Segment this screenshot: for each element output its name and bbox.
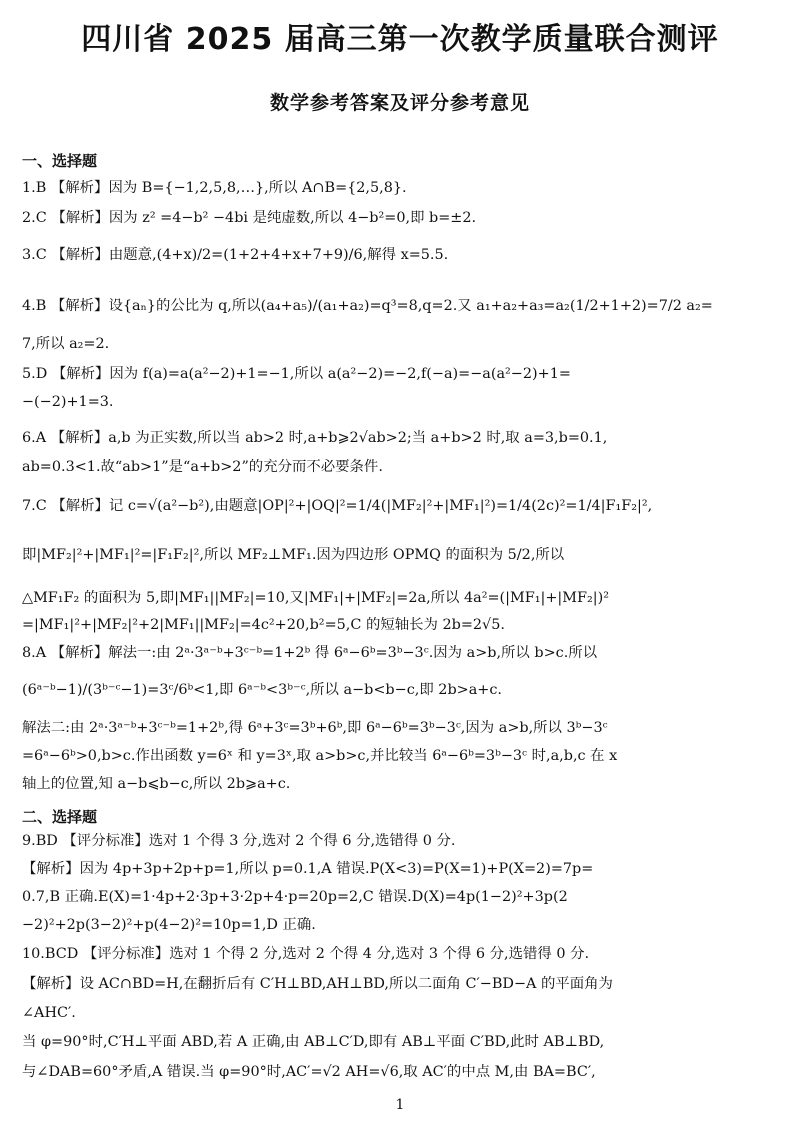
- answer-line: 与∠DAB=60°矛盾,A 错误.当 φ=90°时,AC′=√2 AH=√6,取 AC′的中点 M,由 BA=BC′,: [22, 1064, 596, 1080]
- answer-line: △MF₁F₂ 的面积为 5,即|MF₁||MF₂|=10,又|MF₁|+|MF₂|=2a,所以 4a²=(|MF₁|+|MF₂|)²: [22, 590, 609, 606]
- answer-line: 8.A 【解析】解法一:由 2ᵃ·3ᵃ⁻ᵇ+3ᶜ⁻ᵇ=1+2ᵇ 得 6ᵃ−6ᵇ=3ᵇ−3ᶜ.因为 a>b,所以 b>c.所以: [22, 645, 598, 661]
- answer-line: (6ᵃ⁻ᵇ−1)/(3ᵇ⁻ᶜ−1)=3ᶜ/6ᵇ<1,即 6ᵃ⁻ᵇ<3ᵇ⁻ᶜ,所以 a−b<b−c,即 2b>a+c.: [22, 682, 502, 698]
- answer-line: 4.B 【解析】设{aₙ}的公比为 q,所以(a₄+a₅)/(a₁+a₂)=q³=8,q=2.又 a₁+a₂+a₃=a₂(1/2+1+2)=7/2 a₂=: [22, 298, 713, 314]
- section-heading-multiple-choice: 一、选择题: [22, 152, 98, 170]
- answer-line: 【解析】因为 4p+3p+2p+p=1,所以 p=0.1,A 错误.P(X<3)=P(X=1)+P(X=2)=7p=: [22, 861, 594, 877]
- answer-line: −(−2)+1=3.: [22, 394, 114, 410]
- answer-line: 1.B 【解析】因为 B={−1,2,5,8,…},所以 A∩B={2,5,8}.: [22, 180, 407, 196]
- answer-line: 【解析】设 AC∩BD=H,在翻折后有 C′H⊥BD,AH⊥BD,所以二面角 C′−BD−A 的平面角为: [22, 976, 613, 992]
- section-heading-multiple-select: 二、选择题: [22, 808, 98, 826]
- answer-line: 轴上的位置,知 a−b⩽b−c,所以 2b⩾a+c.: [22, 776, 291, 792]
- document-subtitle: 数学参考答案及评分参考意见: [269, 92, 530, 114]
- answer-line: 10.BCD 【评分标准】选对 1 个得 2 分,选对 2 个得 4 分,选对 3 个得 6 分,选错得 0 分.: [22, 946, 590, 962]
- answer-line: =6ᵃ−6ᵇ>0,b>c.作出函数 y=6ˣ 和 y=3ˣ,取 a>b>c,并比较当 6ᵃ−6ᵇ=3ᵇ−3ᶜ 时,a,b,c 在 x: [22, 748, 618, 764]
- answer-line: 6.A 【解析】a,b 为正实数,所以当 ab>2 时,a+b⩾2√ab>2;当 a+b>2 时,取 a=3,b=0.1,: [22, 430, 608, 446]
- page-number: 1: [395, 1097, 405, 1113]
- answer-line: 7.C 【解析】记 c=√(a²−b²),由题意|OP|²+|OQ|²=1/4(|MF₂|²+|MF₁|²)=1/4(2c)²=1/4|F₁F₂|²,: [22, 498, 653, 514]
- answer-line: 即|MF₂|²+|MF₁|²=|F₁F₂|²,所以 MF₂⊥MF₁.因为四边形 OPMQ 的面积为 5/2,所以: [22, 547, 565, 563]
- answer-line: 5.D 【解析】因为 f(a)=a(a²−2)+1=−1,所以 a(a²−2)=−2,f(−a)=−a(a²−2)+1=: [22, 366, 571, 382]
- answer-line: 解法二:由 2ᵃ·3ᵃ⁻ᵇ+3ᶜ⁻ᵇ=1+2ᵇ,得 6ᵃ+3ᶜ=3ᵇ+6ᵇ,即 6ᵃ−6ᵇ=3ᵇ−3ᶜ,因为 a>b,所以 3ᵇ−3ᶜ: [22, 720, 608, 736]
- answer-line: 当 φ=90°时,C′H⊥平面 ABD,若 A 正确,由 AB⊥C′D,即有 AB⊥平面 C′BD,此时 AB⊥BD,: [22, 1034, 605, 1050]
- answer-line: ab=0.3<1.故“ab>1”是“a+b>2”的充分而不必要条件.: [22, 459, 383, 475]
- answer-line: 3.C 【解析】由题意,(4+x)/2=(1+2+4+x+7+9)/6,解得 x=5.5.: [22, 247, 449, 263]
- answer-line: 9.BD 【评分标准】选对 1 个得 3 分,选对 2 个得 6 分,选错得 0 分.: [22, 833, 456, 849]
- answer-line: 0.7,B 正确.E(X)=1·4p+2·3p+3·2p+4·p=20p=2,C 错误.D(X)=4p(1−2)²+3p(2: [22, 889, 568, 905]
- document-title: 四川省 2025 届高三第一次教学质量联合测评: [81, 22, 719, 57]
- answer-line: =|MF₁|²+|MF₂|²+2|MF₁||MF₂|=4c²+20,b²=5,C 的短轴长为 2b=2√5.: [22, 617, 505, 633]
- answer-line: 7,所以 a₂=2.: [22, 336, 110, 352]
- answer-line: ∠AHC′.: [22, 1005, 76, 1021]
- answer-line: −2)²+2p(3−2)²+p(4−2)²=10p=1,D 正确.: [22, 917, 316, 933]
- answer-line: 2.C 【解析】因为 z² =4−b² −4bi 是纯虚数,所以 4−b²=0,即 b=±2.: [22, 210, 477, 226]
